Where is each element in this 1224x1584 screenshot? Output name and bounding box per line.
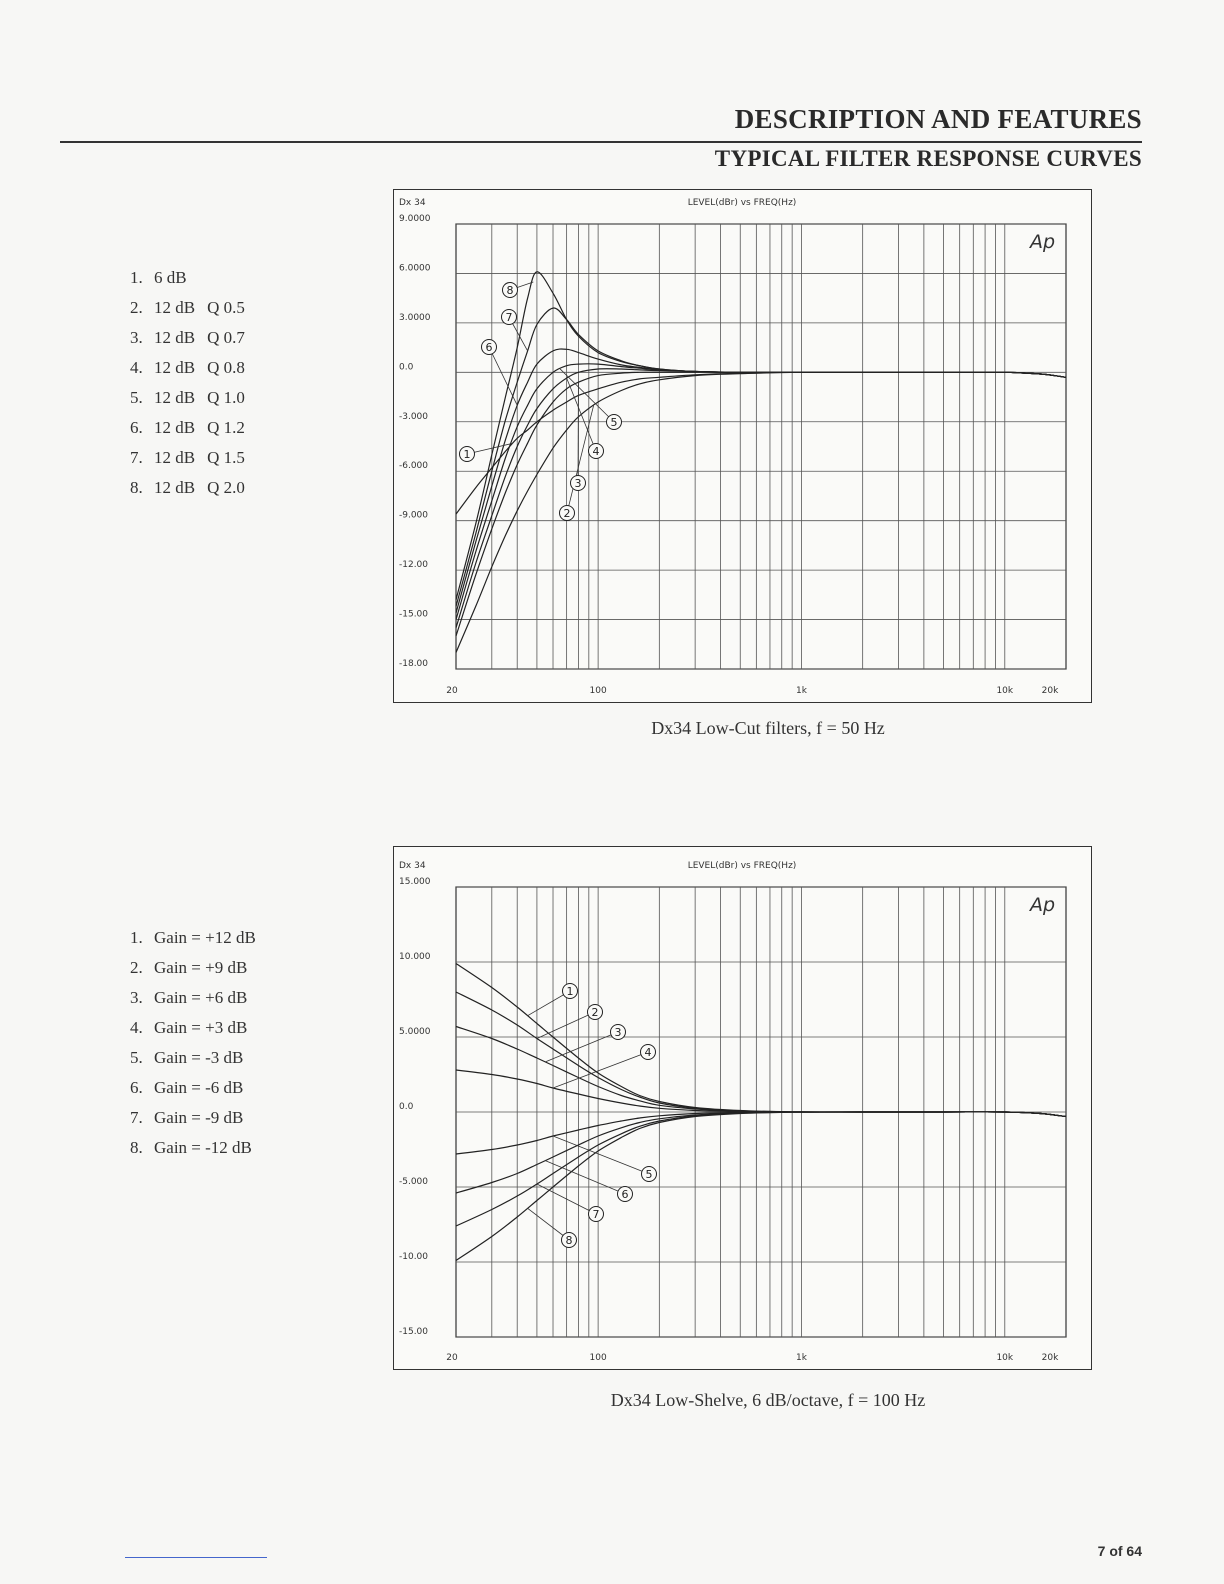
marker-leader xyxy=(560,369,614,422)
series-marker-label: 5 xyxy=(610,416,618,429)
y-tick-label: -9.000 xyxy=(399,510,429,521)
legend-item xyxy=(130,353,245,383)
header-label: LEVEL(dBr) vs FREQ(Hz) xyxy=(687,861,797,871)
legend-item xyxy=(130,1103,256,1133)
legend-item-text: 12 dB xyxy=(154,418,196,437)
x-tick-label: 1k xyxy=(795,686,807,696)
series-line-8 xyxy=(456,1112,1066,1261)
y-tick-label: 10.000 xyxy=(399,952,431,962)
legend-item-text: 12 dB xyxy=(154,358,196,377)
legend-item-number: 6. xyxy=(130,418,143,437)
marker-leader xyxy=(553,1136,649,1174)
legend-item-q: Q 0.5 xyxy=(207,298,245,317)
chart-low-cut-svg xyxy=(394,190,1091,702)
series-marker-label: 7 xyxy=(505,311,513,324)
legend-item-number: 5. xyxy=(130,1048,143,1067)
chart-low-shelve xyxy=(393,846,1092,1370)
y-tick-label: 15.000 xyxy=(399,877,431,887)
legend-item-q: Q 0.8 xyxy=(207,358,245,377)
caption-low-cut: Dx34 Low-Cut filters, f = 50 Hz xyxy=(651,718,885,738)
series-marker-label: 5 xyxy=(645,1168,653,1181)
series-line-3 xyxy=(456,1027,1066,1117)
marker-leader xyxy=(537,1012,595,1039)
legend-item-text: Gain = +12 dB xyxy=(154,928,256,947)
x-tick-label: 20 xyxy=(446,686,458,696)
page-number: 7 of 64 xyxy=(1097,1543,1142,1559)
legend-item-text: 12 dB xyxy=(154,298,196,317)
legend-item xyxy=(130,1073,256,1103)
chart-low-shelve-svg xyxy=(394,847,1091,1369)
legend-item-number: 2. xyxy=(130,958,143,977)
legend-item-number: 4. xyxy=(130,1018,143,1037)
legend-item xyxy=(130,983,256,1013)
legend-low-cut xyxy=(130,263,245,503)
marker-leader xyxy=(545,1161,625,1194)
legend-item xyxy=(130,323,245,353)
series-line-6 xyxy=(456,1112,1066,1193)
legend-item-number: 3. xyxy=(130,988,143,1007)
footer-rule xyxy=(125,1557,267,1558)
legend-item-number: 1. xyxy=(130,928,143,947)
legend-item xyxy=(130,1133,256,1163)
legend-item-number: 6. xyxy=(130,1078,143,1097)
legend-item-q: Q 1.0 xyxy=(207,388,245,407)
series-group xyxy=(456,272,1066,653)
series-line-4 xyxy=(456,1070,1066,1117)
y-tick-label: -3.000 xyxy=(399,411,429,422)
legend-item-number: 7. xyxy=(130,448,143,467)
series-line-1 xyxy=(456,964,1066,1117)
series-marker-label: 8 xyxy=(565,1234,573,1247)
legend-item-q: Q 0.7 xyxy=(207,328,245,347)
y-tick-label: -12.00 xyxy=(399,560,429,571)
legend-item-text: Gain = -9 dB xyxy=(154,1108,244,1127)
series-marker-label: 4 xyxy=(644,1046,652,1059)
header-rule xyxy=(60,141,1142,143)
legend-item-number: 8. xyxy=(130,478,143,497)
legend-item-number: 3. xyxy=(130,328,143,347)
x-tick-label: 20k xyxy=(1041,1353,1059,1363)
legend-item-text: Gain = -3 dB xyxy=(154,1048,244,1067)
caption-low-shelve: Dx34 Low-Shelve, 6 dB/octave, f = 100 Hz xyxy=(610,1390,926,1410)
legend-item xyxy=(130,383,245,413)
grid xyxy=(456,224,1066,669)
series-marker-label: 1 xyxy=(463,448,471,461)
legend-item-number: 4. xyxy=(130,358,143,377)
series-marker-label: 3 xyxy=(614,1026,622,1039)
series-line-4 xyxy=(456,369,1066,628)
page-title: DESCRIPTION AND FEATURES xyxy=(734,104,1142,134)
x-tick-label: 10k xyxy=(996,1353,1014,1363)
x-tick-label: 10k xyxy=(996,686,1014,696)
legend-item-number: 8. xyxy=(130,1138,143,1157)
legend-item-text: Gain = +6 dB xyxy=(154,988,248,1007)
y-tick-label: -15.00 xyxy=(399,609,429,620)
legend-item-q: Q 1.2 xyxy=(207,418,245,437)
series-marker-label: 2 xyxy=(591,1006,599,1019)
series-line-8 xyxy=(456,272,1066,600)
legend-item xyxy=(130,1043,256,1073)
x-tick-label: 20k xyxy=(1041,686,1059,696)
legend-item-text: Gain = +3 dB xyxy=(154,1018,248,1037)
legend-item xyxy=(130,923,256,953)
marker-leader xyxy=(553,1052,648,1088)
series-line-5 xyxy=(456,1112,1066,1154)
series-marker-label: 6 xyxy=(485,341,493,354)
y-tick-label: -15.00 xyxy=(399,1327,429,1337)
legend-item-text: 12 dB xyxy=(154,448,196,467)
series-marker-label: 1 xyxy=(566,985,574,998)
y-tick-label: -6.000 xyxy=(399,461,429,472)
series-markers xyxy=(528,984,657,1248)
header-label: LEVEL(dBr) vs FREQ(Hz) xyxy=(687,198,797,208)
series-marker-label: 8 xyxy=(506,284,514,297)
y-tick-label: 3.0000 xyxy=(399,312,431,323)
series-marker-label: 6 xyxy=(621,1188,629,1201)
series-line-1 xyxy=(456,372,1066,514)
ap-logo: Ap xyxy=(1030,231,1056,253)
device-label: Dx 34 xyxy=(399,198,426,208)
y-tick-label: -18.00 xyxy=(399,659,429,669)
legend-item-text: Gain = -12 dB xyxy=(154,1138,252,1157)
y-tick-label: 9.0000 xyxy=(399,214,431,224)
y-tick-label: 0.0 xyxy=(399,362,414,373)
series-line-7 xyxy=(456,1112,1066,1226)
legend-item-text: 12 dB xyxy=(154,328,196,347)
plot-frame xyxy=(456,224,1066,669)
series-marker-label: 3 xyxy=(574,477,582,490)
marker-leader xyxy=(545,1032,618,1062)
legend-item-text: Gain = +9 dB xyxy=(154,958,248,977)
legend-item xyxy=(130,443,245,473)
x-tick-label: 1k xyxy=(795,1353,807,1363)
series-line-5 xyxy=(456,364,1066,620)
device-label: Dx 34 xyxy=(399,861,426,871)
legend-low-shelve xyxy=(130,923,256,1163)
marker-leader xyxy=(489,347,517,405)
legend-item-text: 6 dB xyxy=(154,268,187,287)
y-tick-label: 0.0 xyxy=(399,1102,414,1112)
x-tick-label: 20 xyxy=(446,1353,458,1363)
series-marker-label: 7 xyxy=(592,1208,600,1221)
legend-item xyxy=(130,1013,256,1043)
chart-low-cut xyxy=(393,189,1092,703)
legend-item xyxy=(130,263,245,293)
legend-item-text: 12 dB xyxy=(154,388,196,407)
legend-item-q: Q 2.0 xyxy=(207,478,245,497)
x-tick-label: 100 xyxy=(589,686,607,696)
series-marker-label: 4 xyxy=(592,445,600,458)
series-marker-label: 2 xyxy=(563,507,571,520)
legend-item xyxy=(130,953,256,983)
legend-item xyxy=(130,413,245,443)
series-line-2 xyxy=(456,992,1066,1117)
y-tick-label: -10.00 xyxy=(399,1252,429,1262)
legend-item xyxy=(130,473,245,503)
legend-item-number: 2. xyxy=(130,298,143,317)
y-tick-label: -5.000 xyxy=(399,1177,429,1187)
legend-item xyxy=(130,293,245,323)
x-tick-label: 100 xyxy=(589,1353,607,1363)
y-tick-label: 5.0000 xyxy=(399,1027,431,1037)
legend-item-number: 5. xyxy=(130,388,143,407)
ap-logo: Ap xyxy=(1030,894,1056,916)
series-line-6 xyxy=(456,349,1066,613)
legend-item-number: 1. xyxy=(130,268,143,287)
series-line-3 xyxy=(456,372,1066,636)
y-tick-label: 6.0000 xyxy=(399,263,431,274)
legend-item-text: 12 dB xyxy=(154,478,196,497)
legend-item-q: Q 1.5 xyxy=(207,448,245,467)
legend-item-text: Gain = -6 dB xyxy=(154,1078,244,1097)
legend-item-number: 7. xyxy=(130,1108,143,1127)
series-markers xyxy=(460,282,622,520)
page-subtitle: TYPICAL FILTER RESPONSE CURVES xyxy=(714,146,1142,171)
